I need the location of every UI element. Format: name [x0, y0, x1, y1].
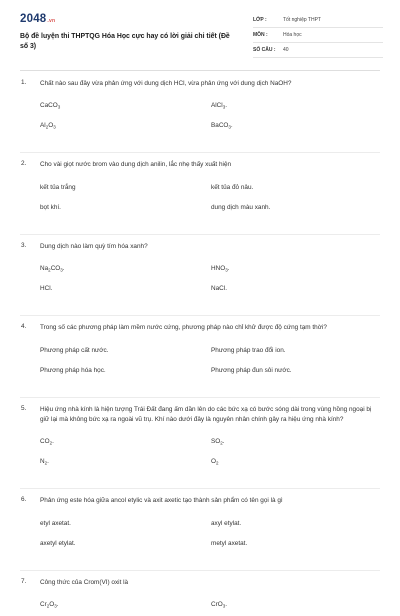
question-7 — [0, 578, 400, 616]
answer-option-c[interactable]: $N_2$. — [40, 458, 49, 466]
question-number: 2. — [21, 160, 27, 168]
answer-option-a[interactable]: etyl axetat. — [40, 519, 71, 527]
answer-option-b[interactable]: $SO_2$. — [211, 438, 225, 446]
question-number: 4. — [21, 323, 27, 331]
site-logo[interactable]: 2048.vn — [20, 13, 56, 25]
answer-option-d[interactable]: $O_2$ — [211, 458, 219, 466]
question-number: 7. — [21, 577, 27, 585]
question-1 — [0, 79, 400, 145]
answer-option-c[interactable]: bọt khí. — [40, 203, 61, 211]
document-header — [0, 0, 400, 70]
answer-option-a[interactable]: Phương pháp cất nước. — [40, 346, 109, 354]
meta-class: LỚP : Tốt nghiệp THPT — [253, 14, 383, 28]
answer-options — [40, 594, 380, 616]
answer-options — [40, 95, 380, 145]
answer-option-d[interactable]: dung dịch màu xanh. — [211, 203, 271, 211]
question-divider — [20, 152, 380, 153]
answer-option-d[interactable]: NaCl. — [211, 285, 227, 293]
answer-option-b[interactable]: kết tủa đỏ nâu. — [211, 183, 254, 191]
answer-option-b[interactable]: axyl etylat. — [211, 519, 242, 527]
answer-option-b[interactable]: Phương pháp trao đổi ion. — [211, 346, 286, 354]
answer-option-b[interactable]: CrO$_3$. — [211, 601, 228, 609]
question-text: Công thức của Crom(VI) oxit là — [40, 578, 129, 586]
header-divider — [20, 70, 380, 71]
answer-options — [40, 177, 380, 227]
answer-option-a[interactable]: $Cr_2O_3$. — [40, 601, 59, 609]
exam-meta — [253, 14, 383, 59]
answer-option-a[interactable]: kết tủa trắng — [40, 183, 76, 191]
question-divider — [20, 397, 380, 398]
question-2 — [0, 160, 400, 226]
answer-options — [40, 513, 380, 563]
answer-options — [40, 258, 380, 308]
question-divider — [20, 570, 380, 571]
answer-option-b[interactable]: $HNO_3$. — [211, 265, 230, 273]
question-text: Trong số các phương pháp làm mềm nước cứng, phương pháp nào chỉ khử được độ cứng tạm thời? — [40, 324, 327, 332]
answer-option-b[interactable]: AlCl$_3$. — [211, 102, 228, 110]
answer-option-a[interactable]: $CO_2$. — [40, 438, 54, 446]
meta-subject: MÔN : Hóa học — [253, 29, 383, 43]
question-text: Chất nào sau đây vừa phản ứng với dung dịch HCl, vừa phản ứng với dung dịch NaOH? — [40, 80, 292, 87]
question-text: Dung dịch nào làm quỳ tím hóa xanh? — [40, 242, 148, 250]
question-3 — [0, 242, 400, 308]
question-number: 3. — [21, 241, 27, 249]
answer-options — [40, 340, 380, 390]
answer-option-a[interactable]: $Na_2CO_3$. — [40, 265, 65, 273]
question-divider — [20, 315, 380, 316]
question-text: Phản ứng este hóa giữa ancol etylic và axit axetic tạo thành sản phẩm có tên gọi là gì — [40, 497, 283, 505]
question-5 — [0, 405, 400, 482]
document-title: Bộ đề luyện thi THPTQG Hóa Học cực hay có lời giải chi tiết (Đề số 3) — [20, 33, 230, 50]
question-text: Hiệu ứng nhà kính là hiện tượng Trái Đất đang ấm dần lên do các bức xạ có bước sóng dài trong vùng hồng ngoại bị giữ lại mà không bức xạ ra ngoài vũ trụ. Khí nào dưới đây là nguyên nhân chính gây ra hiệu ứng nhà kính? — [40, 405, 372, 424]
question-number: 5. — [21, 404, 27, 412]
answer-option-a[interactable]: CaCO$_3$ — [40, 102, 61, 110]
answer-option-d[interactable]: BaCO$_3$. — [211, 122, 233, 130]
answer-option-c[interactable]: HCl. — [40, 285, 53, 293]
question-divider — [20, 488, 380, 489]
answer-option-d[interactable]: Phương pháp đun sôi nước. — [211, 366, 292, 374]
question-number: 6. — [21, 496, 27, 504]
answer-options — [40, 431, 380, 481]
meta-question-count: SỐ CÂU : 40 — [253, 44, 383, 58]
question-6 — [0, 496, 400, 562]
answer-option-c[interactable]: axetyl etylat. — [40, 539, 76, 547]
answer-option-c[interactable]: Phương pháp hóa học. — [40, 366, 106, 374]
question-text: Cho vài giọt nước brom vào dung dịch anilin, lắc nhẹ thấy xuất hiện — [40, 161, 232, 169]
question-4 — [0, 323, 400, 389]
question-number: 1. — [21, 79, 27, 86]
question-list — [0, 79, 400, 616]
answer-option-d[interactable]: metyl axetat. — [211, 539, 248, 547]
answer-option-c[interactable]: $Al_2O_3$ — [40, 122, 56, 130]
question-divider — [20, 234, 380, 235]
